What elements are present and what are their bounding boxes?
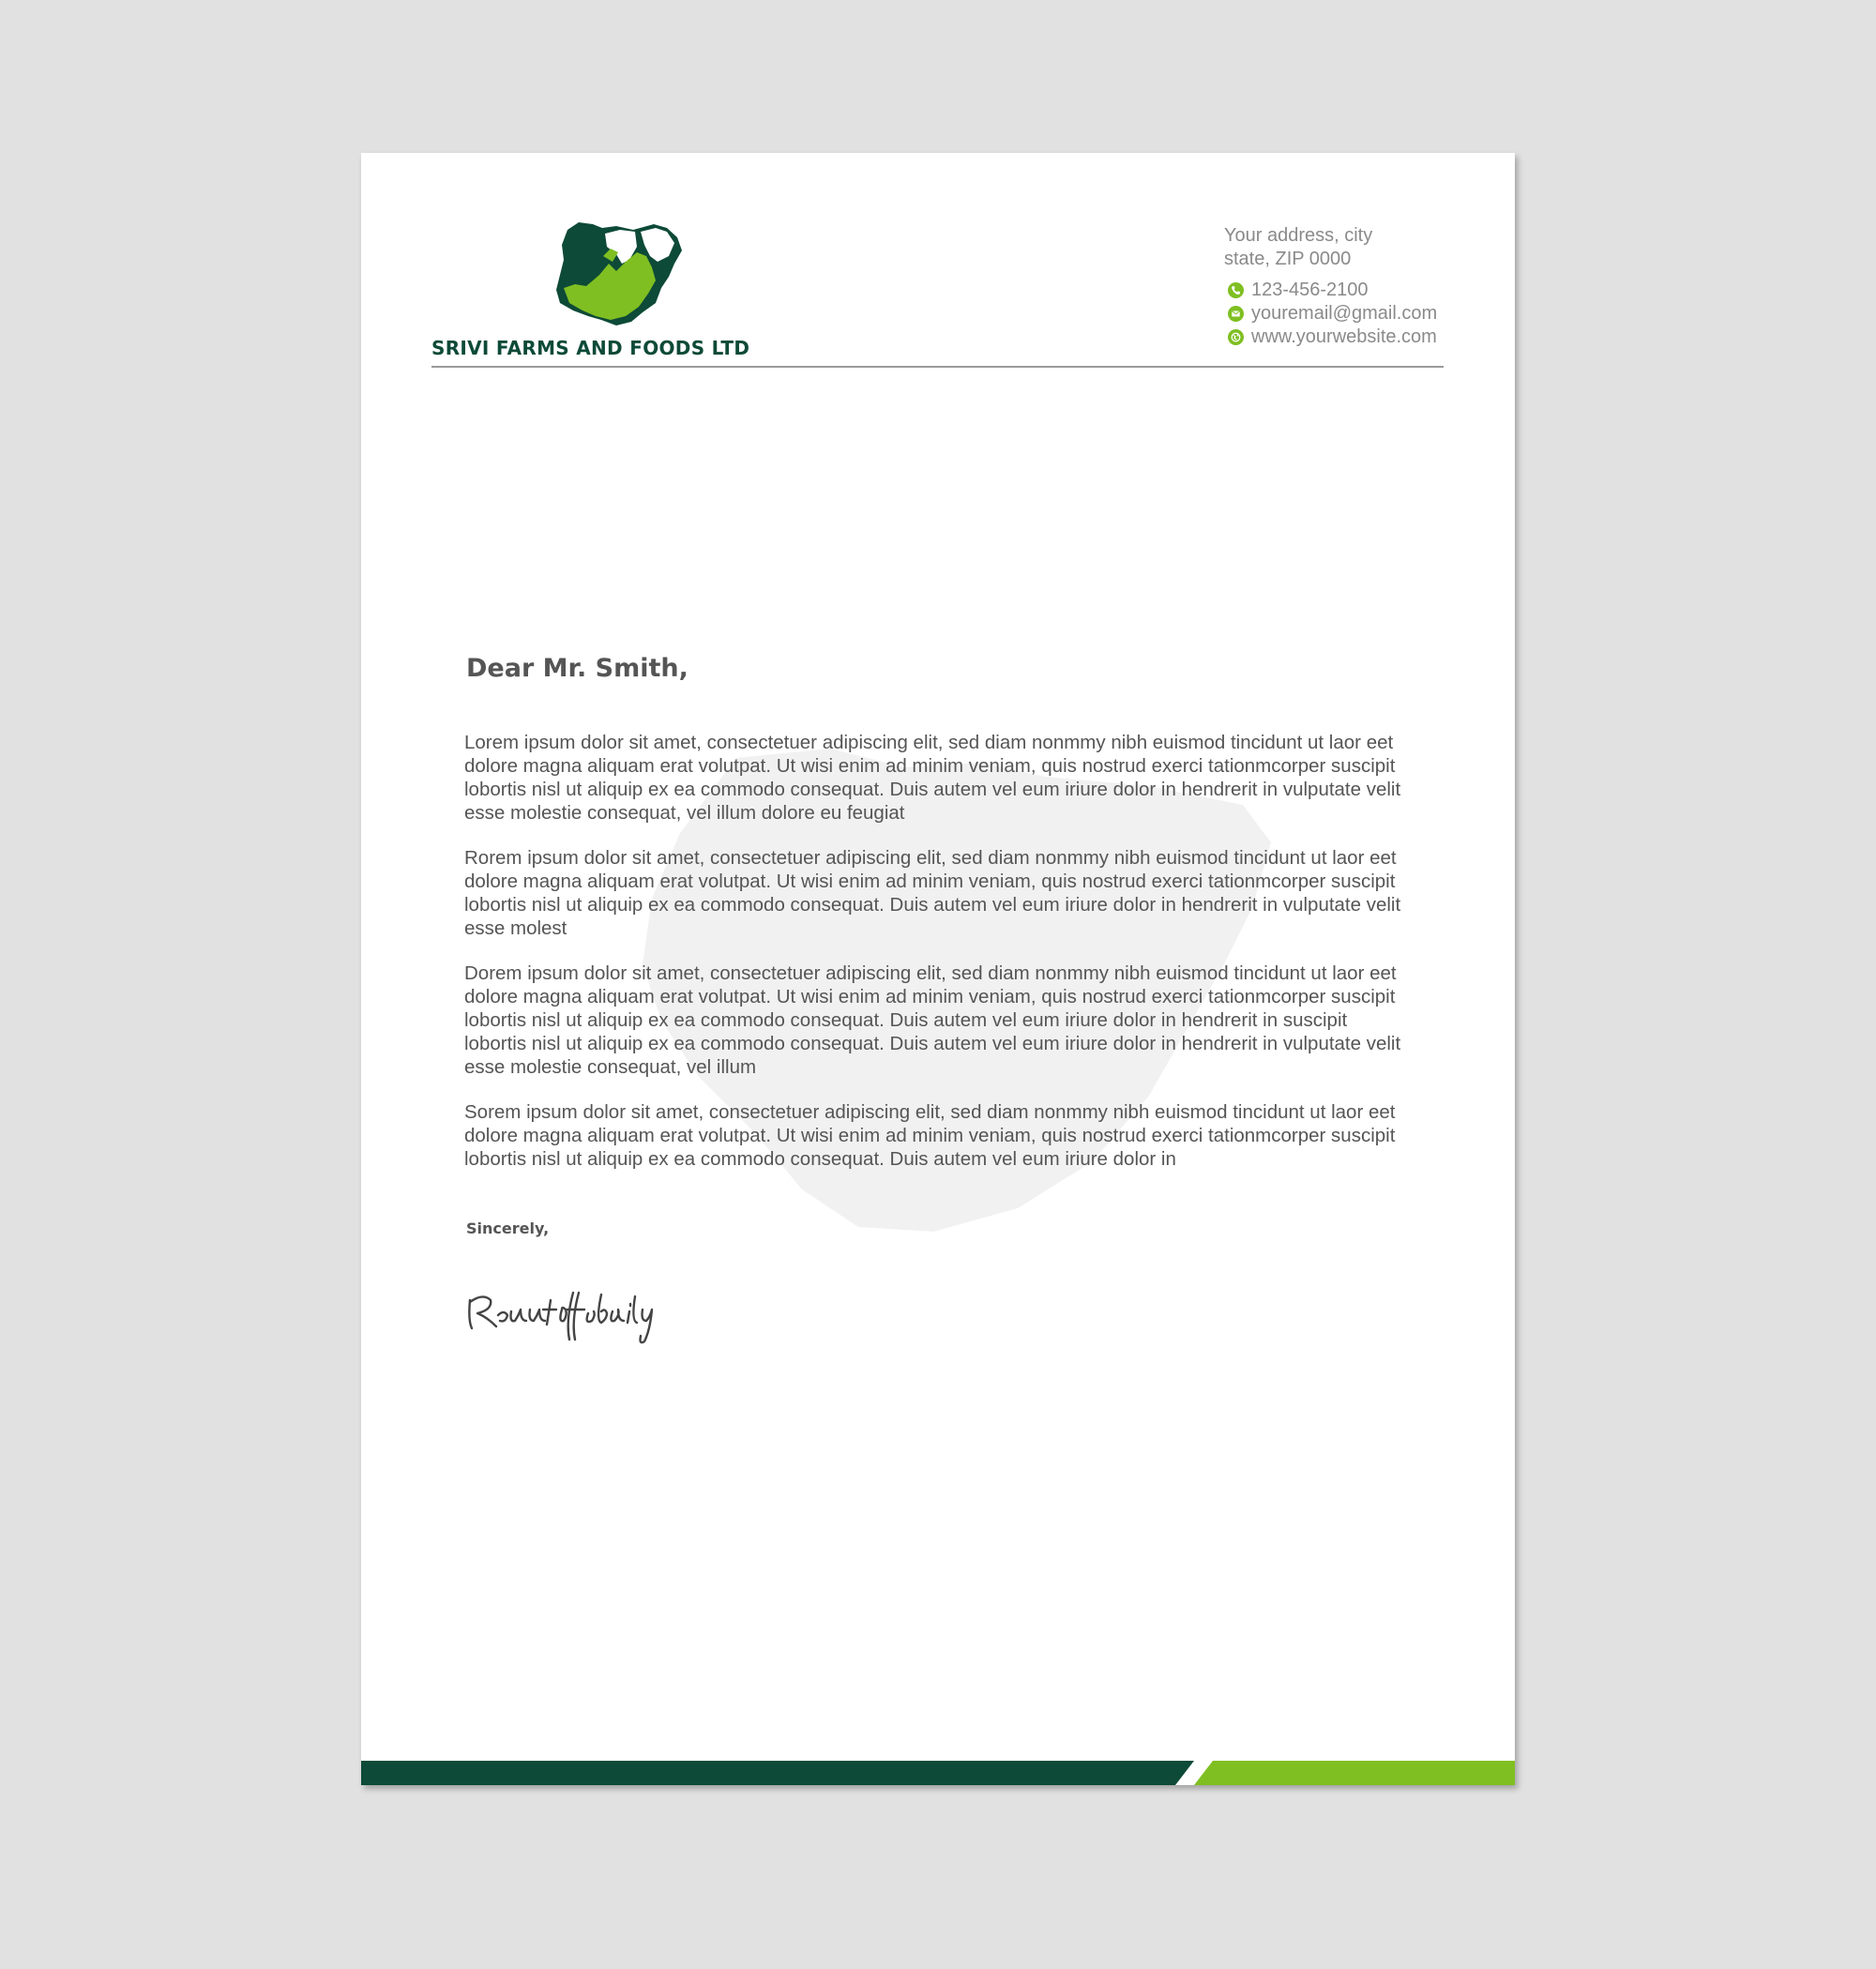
nigeria-map-cow-logo-icon (551, 219, 689, 329)
website-row (1224, 326, 1449, 349)
body-paragraph-4: Sorem ipsum dolor sit amet, consectetuer adipiscing elit, sed diam nonmmy nibh euismod tincidunt ut laor eet dolore magna aliquam erat volutpat. Ut wisi enim ad minim veniam, quis nostrud exerci tationmcorper suscipit lobortis nisl ut aliquip ex ea commodo consequat. Duis autem vel eum iriure dolor in (464, 1101, 1396, 1170)
address-line-2: state, ZIP 0000 (1224, 249, 1352, 269)
body-paragraph-3: Dorem ipsum dolor sit amet, consectetuer adipiscing elit, sed diam nonmmy nibh euismod tincidunt ut laor eet dolore magna aliquam erat volutpat. Ut wisi enim ad minim veniam, quis nostrud exerci tationmcorper suscipit lobortis nisl ut aliquip ex ea commodo consequat. Duis autem vel eum iriure dolor in hendrerit in suscipit lobortis nisl ut aliquip ex ea commodo consequat. Duis autem vel eum iriure dolor in hendrerit in vulputate velit esse molestie consequat, vel illum (464, 962, 1401, 1078)
email-address[interactable]: youremail@gmail.com (1251, 303, 1438, 324)
salutation: Dear Mr. Smith, (466, 654, 688, 683)
body-paragraph-2: Rorem ipsum dolor sit amet, consectetuer adipiscing elit, sed diam nonmmy nibh euismod tincidunt ut laor eet dolore magna aliquam erat volutpat. Ut wisi enim ad minim veniam, quis nostrud exerci tationmcorper suscipit lobortis nisl ut aliquip ex ea commodo consequat. Duis autem vel eum iriure dolor in hendrerit in vulputate velit esse molest (464, 847, 1401, 939)
company-name: SRIVI FARMS AND FOODS LTD (431, 337, 750, 359)
letter-body (464, 731, 1412, 1192)
phone-number: 123-456-2100 (1251, 280, 1369, 300)
footer-bar (361, 1761, 1515, 1785)
letterhead-page (361, 153, 1515, 1785)
address-line-1: Your address, city (1224, 225, 1373, 246)
header-divider (431, 366, 1444, 368)
phone-icon (1228, 282, 1244, 298)
closing: Sincerely, (466, 1219, 550, 1237)
globe-icon (1228, 329, 1244, 345)
phone-row (1224, 279, 1449, 302)
handwritten-signature (464, 1283, 661, 1349)
body-paragraph-1: Lorem ipsum dolor sit amet, consectetuer adipiscing elit, sed diam nonmmy nibh euismod tincidunt ut laor eet dolore magna aliquam erat volutpat. Ut wisi enim ad minim veniam, quis nostrud exerci tationmcorper suscipit lobortis nisl ut aliquip ex ea commodo consequat. Duis autem vel eum iriure dolor in hendrerit in vulputate velit esse molestie consequat, vel illum dolore eu feugiat (464, 732, 1401, 824)
mail-icon (1228, 306, 1244, 322)
email-row (1224, 302, 1449, 326)
website-url[interactable]: www.yourwebsite.com (1251, 326, 1437, 347)
contact-block (1224, 224, 1449, 349)
